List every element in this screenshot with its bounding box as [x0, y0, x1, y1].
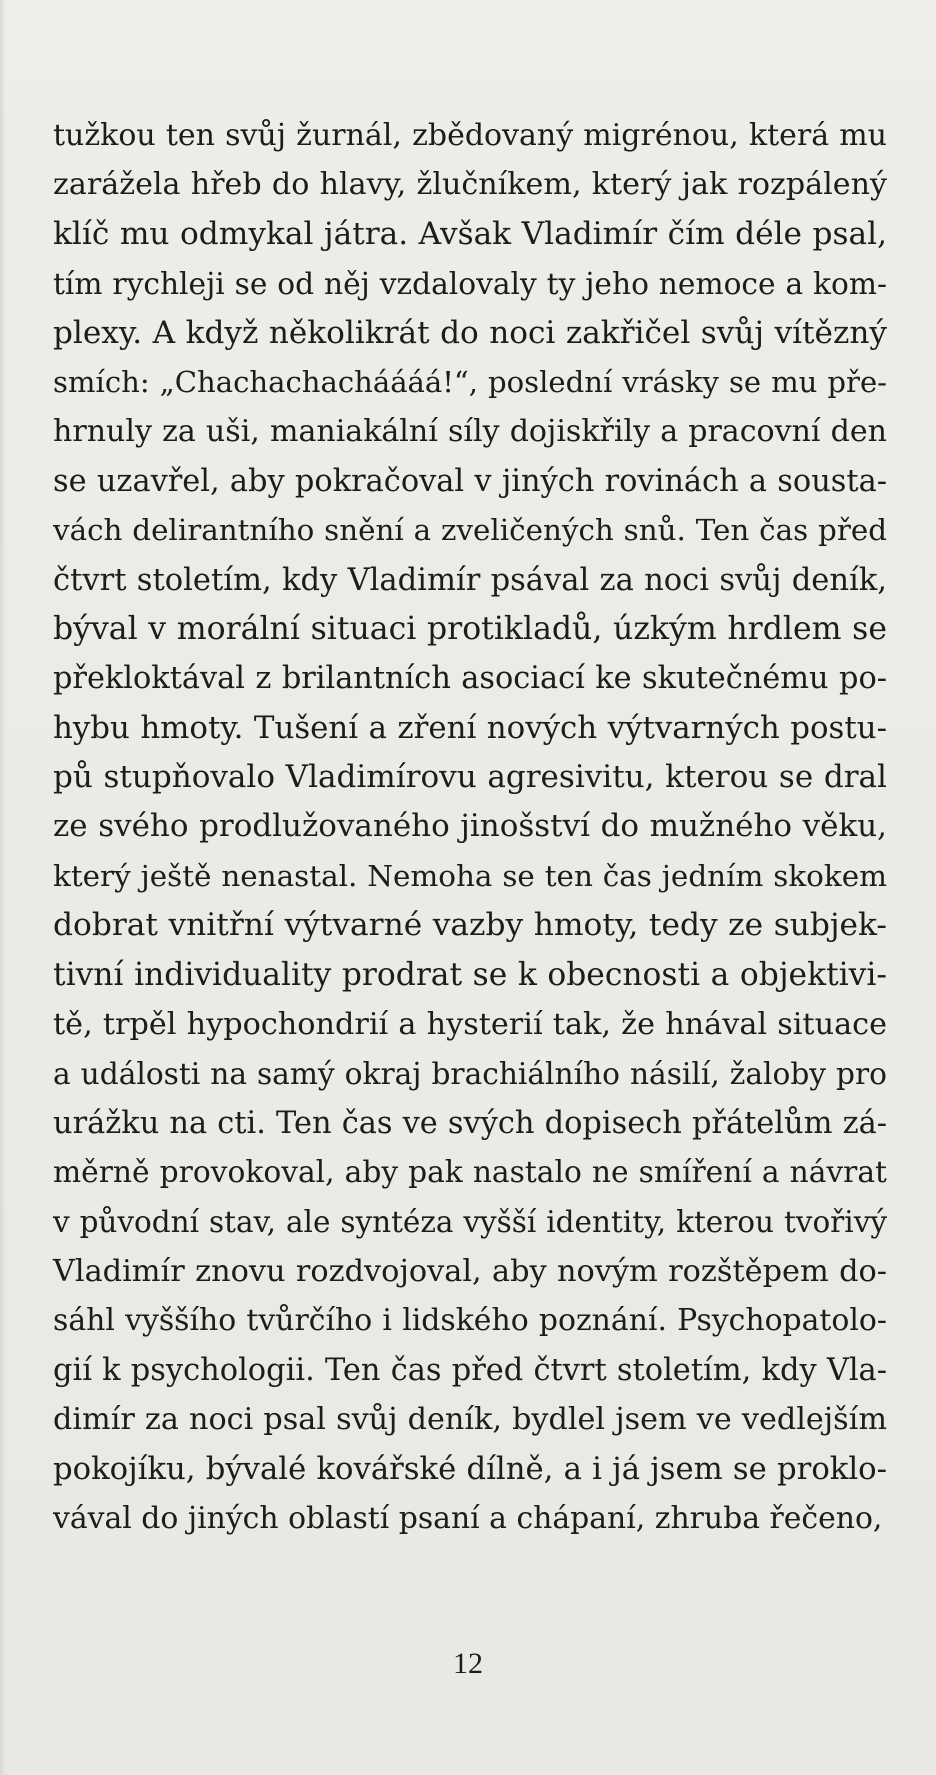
- text-line: hrnuly za uši, maniakální síly dojiskřily a pracovní den: [53, 414, 887, 450]
- body-text: [53, 111, 887, 1543]
- text-line: vách delirantního snění a zveličených snů. Ten čas před: [53, 513, 887, 548]
- text-line: smích: „Chachachacháááá!“, poslední vrásky se mu pře-: [53, 364, 887, 399]
- text-line: zarážela hřeb do hlavy, žlučníkem, který jak rozpálený: [53, 167, 887, 203]
- text-line: Vladimír znovu rozdvojoval, aby novým rozštěpem do-: [53, 1253, 887, 1289]
- text-line: v původní stav, ale syntéza vyšší identity, kterou tvořivý: [53, 1204, 887, 1239]
- text-line: vával do jiných oblastí psaní a chápaní, zhruba řečeno,: [53, 1500, 883, 1536]
- text-line: tím rychleji se od něj vzdalovaly ty jeho nemoce a kom-: [53, 266, 887, 302]
- page-number: 12: [453, 1647, 483, 1680]
- text-line: sáhl vyššího tvůrčího i lidského poznání. Psychopatolo-: [53, 1303, 887, 1339]
- text-line: pokojíku, bývalé kovářské dílně, a i já jsem se proklo-: [53, 1451, 887, 1487]
- text-line: tě, trpěl hypochondrií a hysterií tak, že hnával situace: [53, 1007, 887, 1043]
- text-line: klíč mu odmykal játra. Avšak Vladimír čím déle psal,: [53, 215, 887, 252]
- text-line: čtvrt stoletím, kdy Vladimír psával za noci svůj deník,: [53, 562, 887, 598]
- text-line: plexy. A když několikrát do noci zakřičel svůj vítězný: [53, 314, 887, 351]
- text-line: se uzavřel, aby pokračoval v jiných rovinách a sousta-: [53, 463, 887, 499]
- text-line: býval v morální situaci protikladů, úzkým hrdlem se: [53, 610, 887, 647]
- text-line: ze svého prodlužovaného jinošství do mužného věku,: [53, 808, 887, 845]
- text-line: tivní individuality prodrat se k obecnosti a objektivi-: [53, 956, 887, 993]
- page-edge-shadow: [0, 0, 6, 1775]
- text-line: tužkou ten svůj žurnál, zbědovaný migrénou, která mu: [53, 118, 887, 153]
- text-line: gií k psychologii. Ten čas před čtvrt stoletím, kdy Vla-: [53, 1352, 887, 1388]
- text-line: dimír za noci psal svůj deník, bydlel jsem ve vedlejším: [53, 1402, 887, 1438]
- text-line: pů stupňovalo Vladimírovu agresivitu, kterou se dral: [53, 759, 887, 796]
- text-line: který ještě nenastal. Nemoha se ten čas jedním skokem: [53, 858, 887, 893]
- text-line: měrně provokoval, aby pak nastalo ne smíření a návrat: [53, 1155, 887, 1191]
- text-line: dobrat vnitřní výtvarné vazby hmoty, tedy ze subjek-: [53, 907, 887, 944]
- text-line: hybu hmoty. Tušení a zření nových výtvarných postu-: [53, 709, 887, 746]
- text-line: překloktával z brilantních asociací ke skutečnému po-: [53, 661, 887, 697]
- text-line: a události na samý okraj brachiálního násilí, žaloby pro: [53, 1056, 887, 1092]
- text-line: urážku na cti. Ten čas ve svých dopisech přátelům zá-: [53, 1105, 887, 1141]
